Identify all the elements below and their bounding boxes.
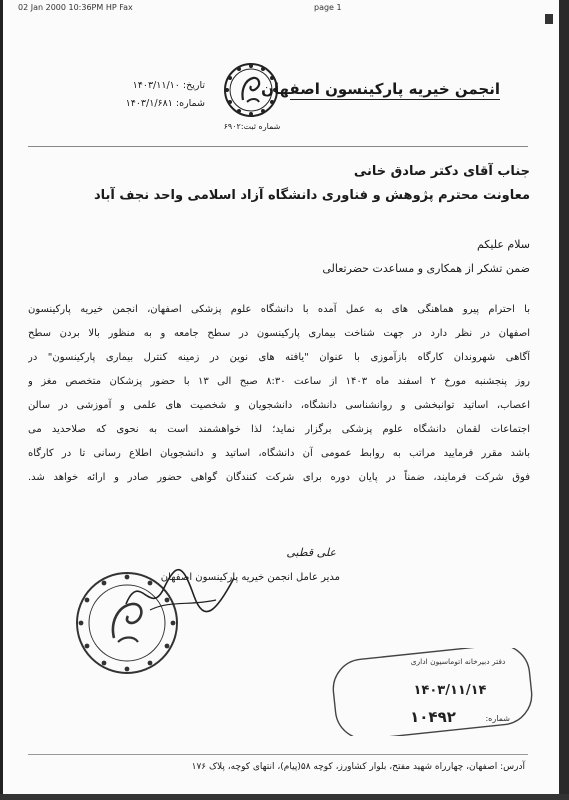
scan-edge-right <box>559 0 569 800</box>
signatory-title: مدیر عامل انجمن خیریه پارکینسون اصفهان <box>160 572 340 583</box>
letter-number: شماره: ۱۴۰۳/۱/۶۸۱ <box>125 98 205 109</box>
body-line: آگاهی شهروندان کارگاه بازآموزی با عنوان "یافته های نوین در زمینه کنترل بیماری پارکینسون" در <box>28 352 530 363</box>
fax-header <box>18 3 538 15</box>
handwritten-signature-icon <box>120 560 240 620</box>
stamp-number: ۱۰۴۹۲ <box>410 708 456 726</box>
body-line: اعصاب، اساتید توانبخشی و روانشناسی دانشگاه، دانشجویان و شخصیت های علمی و آموزشی در سالن <box>28 400 530 411</box>
scan-edge-left <box>0 0 3 800</box>
letter-date: تاریخ: ۱۴۰۳/۱۱/۱۰ <box>132 80 205 91</box>
corner-mark <box>545 14 553 24</box>
greeting: سلام علیکم <box>476 238 530 251</box>
addressee-name: جناب آقای دکتر صادق خانی <box>353 164 530 179</box>
addressee-position: معاونت محترم پژوهش و فناوری دانشگاه آزاد اسلامی واحد نجف آباد <box>93 188 530 203</box>
signatory-name: علی قطبی <box>286 546 336 559</box>
footer-address: آدرس: اصفهان، چهارراه شهید مفتح، بلوار کشاورز، کوچه ۵۸(پیام)، انتهای کوچه، پلاک ۱۷۶ <box>191 762 525 772</box>
registration-number: شماره ثبت:۶۹۰۲ <box>223 122 281 131</box>
stamp-date: ۱۴۰۳/۱۱/۱۴ <box>413 683 487 698</box>
fax-header-page: page 1 <box>314 3 342 12</box>
body-line: اصفهان در نظر دارد در جهت شناخت بیماری پارکینسون در سطح جامعه و به منظور بالا بردن سطح <box>28 328 530 339</box>
body-line: با احترام پیرو هماهنگی های به عمل آمده با دانشگاه علوم پزشکی اصفهان، انجمن خیریه پارکینسون <box>28 304 530 315</box>
stamp-number-label: شماره: <box>485 714 510 723</box>
body-line: روز پنجشنبه مورخ ۲ اسفند ماه ۱۴۰۳ از ساعت ۸:۳۰ صبح الی ۱۳ با حضور پزشکان متخصص مغز و <box>28 376 530 387</box>
intro-line: ضمن تشکر از همکاری و مساعدت حضرتعالی <box>322 262 530 275</box>
body-line: باشد مقرر فرمایید مراتب به روابط عمومی آن دانشگاه، اساتید و دانشجویان اطلاع رسانی تا در کارگاه <box>28 448 530 459</box>
stamp-office: دفتر دبیرخانه اتوماسیون اداری <box>410 657 506 666</box>
title-underline <box>290 99 500 100</box>
scan-edge-bottom <box>0 794 569 800</box>
letter-body <box>28 298 530 490</box>
header-divider <box>28 146 528 147</box>
footer-divider <box>28 754 528 755</box>
fax-header-timestamp: 02 Jan 2000 10:36PM HP Fax <box>18 3 133 12</box>
body-line: اجتماعات لقمان دانشگاه علوم پزشکی برگزار نماید؛ لذا خواهشمند است به نحوی که صلاحدید می <box>28 424 530 435</box>
body-line: فوق شرکت فرمایند، ضمناً در پایان دوره برای شرکت کنندگان گواهی حضور صادر و ارائه خواهد شد. <box>28 472 530 483</box>
organization-name: انجمن خیریه پارکینسون اصفهان <box>261 80 500 98</box>
